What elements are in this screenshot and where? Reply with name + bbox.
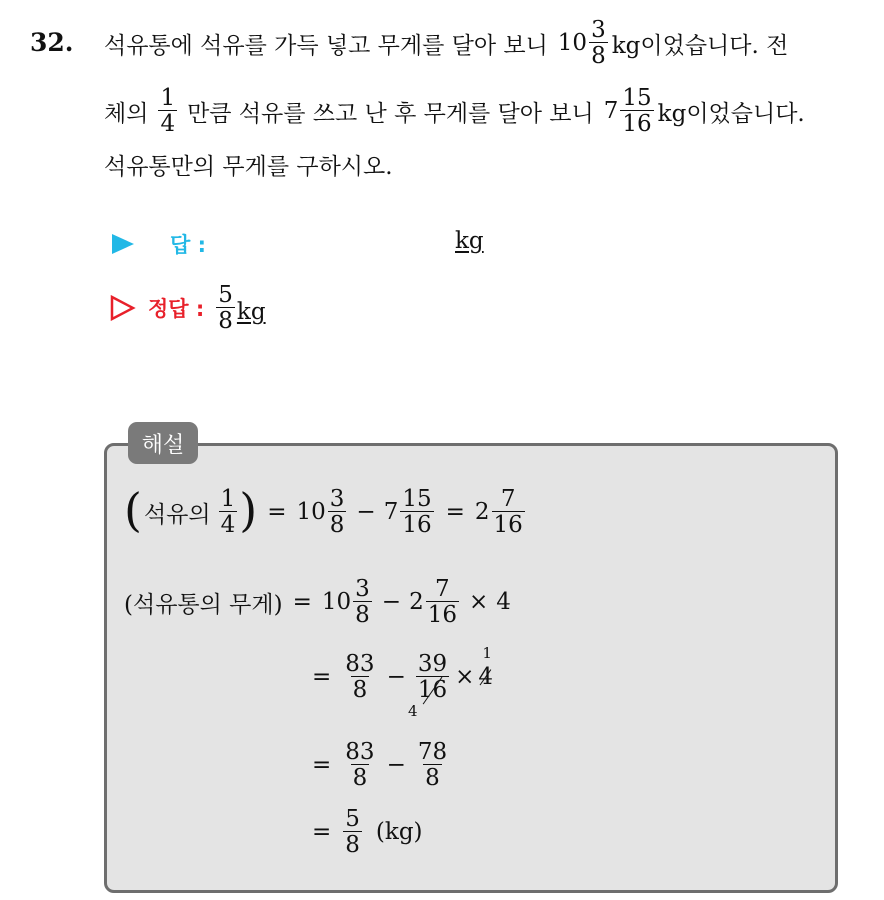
- solution-line-4: [312, 733, 451, 797]
- solution-l4-b-den: 8: [425, 765, 440, 791]
- solution-l1-a-den: 8: [329, 512, 345, 538]
- correct-answer-fraction: [216, 283, 235, 333]
- solution-l2-b-den: 16: [427, 602, 457, 628]
- question-line-1: [104, 12, 788, 74]
- solution-l3-b-num: 39: [417, 650, 448, 677]
- solution-l2-b-num: 7: [435, 575, 450, 602]
- portion-num: 1: [160, 84, 176, 111]
- equals-sign: =: [292, 589, 312, 615]
- solution-l2-a-num: 3: [355, 575, 370, 602]
- solution-l3-a-num: 83: [345, 650, 375, 677]
- solution-l1-b-den: 16: [402, 512, 432, 538]
- solution-l1-result-num: 7: [500, 485, 516, 512]
- answer-row: [110, 226, 206, 262]
- solution-l5-num: 5: [345, 805, 360, 832]
- minus-sign: −: [386, 752, 406, 778]
- cancel-note-one: 1: [482, 644, 492, 662]
- solution-l3-b-den-cancelled: 16: [417, 677, 448, 703]
- after-weight-whole: 7: [603, 98, 619, 124]
- equals-sign: =: [267, 499, 287, 525]
- cancel-note-four: 4: [408, 702, 418, 720]
- solution-l1-result-whole: 2: [474, 499, 490, 525]
- full-weight-fraction: [589, 18, 608, 68]
- equals-sign: =: [312, 819, 332, 845]
- solution-l5-fraction: [343, 807, 362, 857]
- after-weight-num: 15: [622, 84, 652, 111]
- solution-l1-b-num: 15: [402, 485, 432, 512]
- question-text-1b: kg이었습니다. 전: [611, 32, 789, 59]
- solution-l3-a-fraction: [343, 652, 376, 702]
- solution-line-1: [124, 480, 527, 544]
- after-weight-den: 16: [622, 111, 652, 137]
- solution-l1-b-fraction: [400, 487, 433, 537]
- solution-l1-a-num: 3: [329, 485, 345, 512]
- question-text-2b: 만큼 석유를 쓰고 난 후 무게를 달아 보니: [187, 100, 594, 127]
- right-paren: ): [239, 483, 258, 537]
- solution-line-2: [124, 570, 511, 634]
- solution-l4-a-den: 8: [352, 765, 368, 791]
- portion-fraction: [158, 86, 177, 136]
- outline-arrow-icon: [110, 295, 136, 321]
- after-weight-fraction: [620, 86, 653, 136]
- minus-sign: −: [356, 499, 376, 525]
- solution-l3-b-den-wrap: [416, 676, 449, 702]
- answer-unit: kg: [455, 228, 484, 254]
- full-weight-den: 8: [591, 43, 606, 69]
- solution-l1-den: 4: [220, 512, 236, 538]
- minus-sign: −: [386, 664, 406, 690]
- solution-tab: 해설: [128, 422, 198, 464]
- solution-l1-a-fraction: [328, 487, 347, 537]
- play-arrow-icon: [110, 232, 136, 256]
- portion-den: 4: [160, 111, 176, 137]
- correct-answer-unit: kg: [236, 299, 266, 325]
- solution-l4-b-num: 78: [417, 738, 448, 765]
- correct-answer-num: 5: [218, 281, 233, 308]
- solution-l2-b-whole: 2: [409, 589, 424, 615]
- minus-sign: −: [381, 589, 402, 615]
- equals-sign: =: [312, 752, 332, 778]
- solution-line-5: [312, 800, 423, 864]
- question-line-3: 석유통만의 무게를 구하시오.: [104, 154, 393, 180]
- question-text-2c: kg이었습니다.: [657, 100, 805, 127]
- cancel-four-wrap: [478, 644, 494, 690]
- times-sign: ×: [468, 589, 489, 615]
- solution-l2-a-den: 8: [355, 602, 370, 628]
- solution-l5-den: 8: [345, 832, 360, 858]
- correct-answer-label: 정답 :: [148, 297, 205, 321]
- times-sign: ×: [455, 664, 475, 690]
- correct-answer-den: 8: [218, 308, 233, 334]
- solution-l2-b-fraction: [426, 577, 459, 627]
- solution-l1-b-whole: 7: [383, 499, 399, 525]
- solution-l2-text: (석유통의 무게): [124, 591, 283, 618]
- question-text-2a: 체의: [104, 100, 149, 127]
- solution-l3-b-fraction: [416, 652, 449, 702]
- solution-l2-a-whole: 10: [321, 589, 352, 615]
- solution-l2-four: 4: [496, 589, 511, 615]
- solution-l1-num: 1: [220, 485, 236, 512]
- left-paren: (: [124, 483, 142, 537]
- question-number: 32.: [30, 28, 74, 57]
- solution-l1-fraction: [219, 487, 238, 537]
- solution-l1-result-den: 16: [493, 512, 523, 538]
- solution-l4-a-fraction: [343, 740, 376, 790]
- solution-l5-unit: (kg): [375, 819, 423, 845]
- solution-l3-a-den: 8: [352, 677, 368, 703]
- solution-l4-b-fraction: [416, 740, 449, 790]
- full-weight-num: 3: [591, 16, 606, 43]
- solution-l1-a-whole: 10: [296, 499, 326, 525]
- solution-l1-text: 석유의: [143, 501, 211, 528]
- answer-label: 답 :: [170, 233, 206, 257]
- solution-l2-a-fraction: [353, 577, 372, 627]
- question-text-1a: 석유통에 석유를 가득 넣고 무게를 달아 보니: [104, 32, 548, 59]
- solution-l4-a-num: 83: [345, 738, 375, 765]
- solution-l3-four-cancelled: 4: [478, 664, 494, 690]
- solution-line-3: [312, 645, 493, 709]
- correct-answer-row: [110, 280, 266, 336]
- solution-l1-result-fraction: [492, 487, 525, 537]
- question-line-2: [104, 80, 805, 142]
- equals-sign: =: [445, 499, 465, 525]
- full-weight-whole: 10: [557, 30, 588, 56]
- equals-sign: =: [312, 664, 332, 690]
